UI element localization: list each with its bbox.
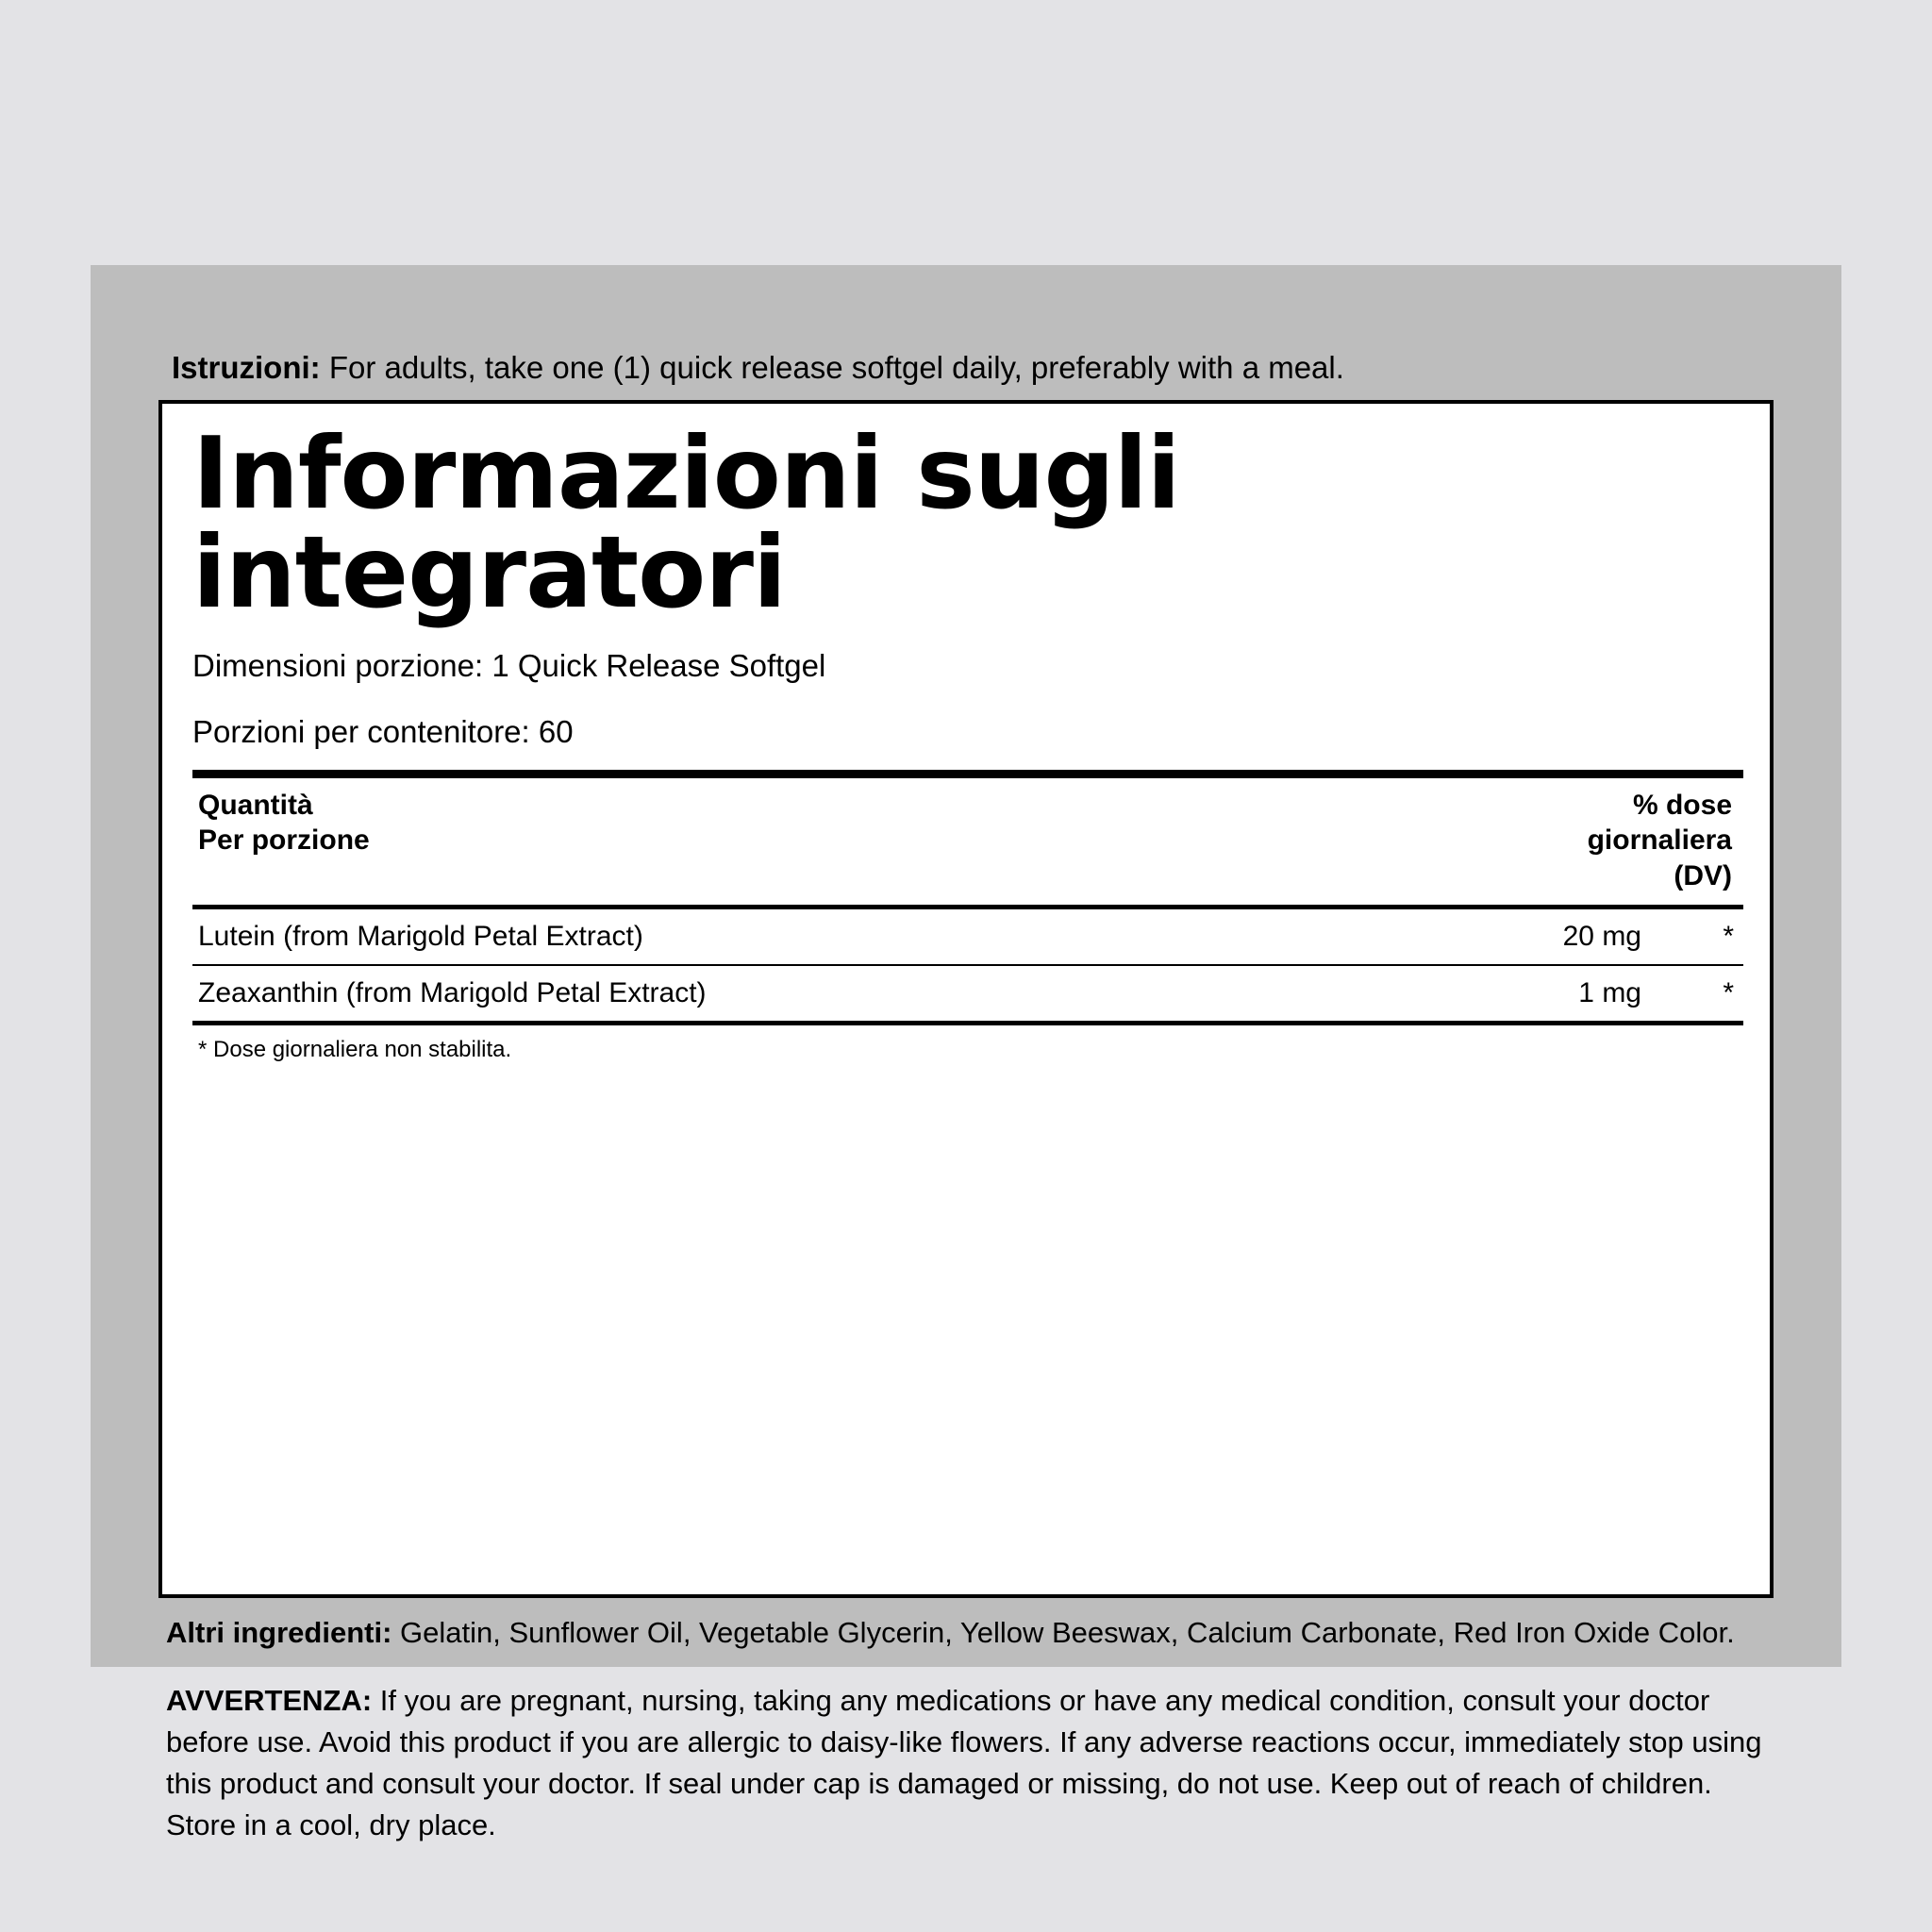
directions-label: Istruzioni: <box>172 350 321 385</box>
nutrient-dv: * <box>1723 921 1734 953</box>
other-ingredients-label: Altri ingredienti: <box>166 1616 392 1649</box>
table-row <box>192 909 1743 964</box>
divider-thick-top <box>192 770 1743 778</box>
label-footer <box>166 1614 1770 1846</box>
supplement-panel <box>91 265 1841 1842</box>
warning-label: AVVERTENZA: <box>166 1684 373 1718</box>
directions-body: For adults, take one (1) quick release softgel daily, preferably with a meal. <box>328 350 1344 385</box>
nutrient-dv: * <box>1723 977 1734 1009</box>
amount-header-line1: Quantità <box>198 789 313 821</box>
supplement-facts-box <box>158 400 1774 1598</box>
warning-text <box>166 1680 1770 1846</box>
supplement-facts-title: Informazioni sugli integratori <box>192 416 1180 630</box>
dv-header-line2: giornaliera <box>1587 824 1732 857</box>
dv-header-line3: (DV) <box>1674 859 1732 891</box>
servings-per-container: Porzioni per contenitore: 60 <box>192 713 574 749</box>
amount-per-serving-header <box>198 788 370 858</box>
nutrient-name: Zeaxanthin (from Marigold Petal Extract) <box>198 977 707 1009</box>
directions-text <box>172 348 1775 387</box>
dv-header-line1: % dose <box>1632 789 1732 821</box>
nutrient-name: Lutein (from Marigold Petal Extract) <box>198 921 643 953</box>
serving-size: Dimensioni porzione: 1 Quick Release Softgel <box>192 648 826 683</box>
warning-body: If you are pregnant, nursing, taking any medications or have any medical condition, consult your doctor before use. Avoid this product if you are allergic to daisy-like flowers. If any adverse reactions occur, immediately stop using this product and consult your doctor. If seal under cap is damaged or missing, do not use. Keep out of reach of children. Store in a cool, dry place. <box>166 1684 1762 1842</box>
table-row <box>192 966 1743 1021</box>
other-ingredients-body: Gelatin, Sunflower Oil, Vegetable Glycerin, Yellow Beeswax, Calcium Carbonate, Red Iron Oxide Color. <box>400 1616 1735 1649</box>
nutrient-amount: 1 mg <box>1578 977 1641 1009</box>
daily-value-header <box>1588 788 1732 894</box>
amount-header-line2: Per porzione <box>198 824 370 857</box>
other-ingredients <box>166 1614 1770 1652</box>
table-header <box>192 778 1743 906</box>
nutrient-amount: 20 mg <box>1562 921 1641 953</box>
daily-value-footnote: * Dose giornaliera non stabilita. <box>198 1037 512 1063</box>
